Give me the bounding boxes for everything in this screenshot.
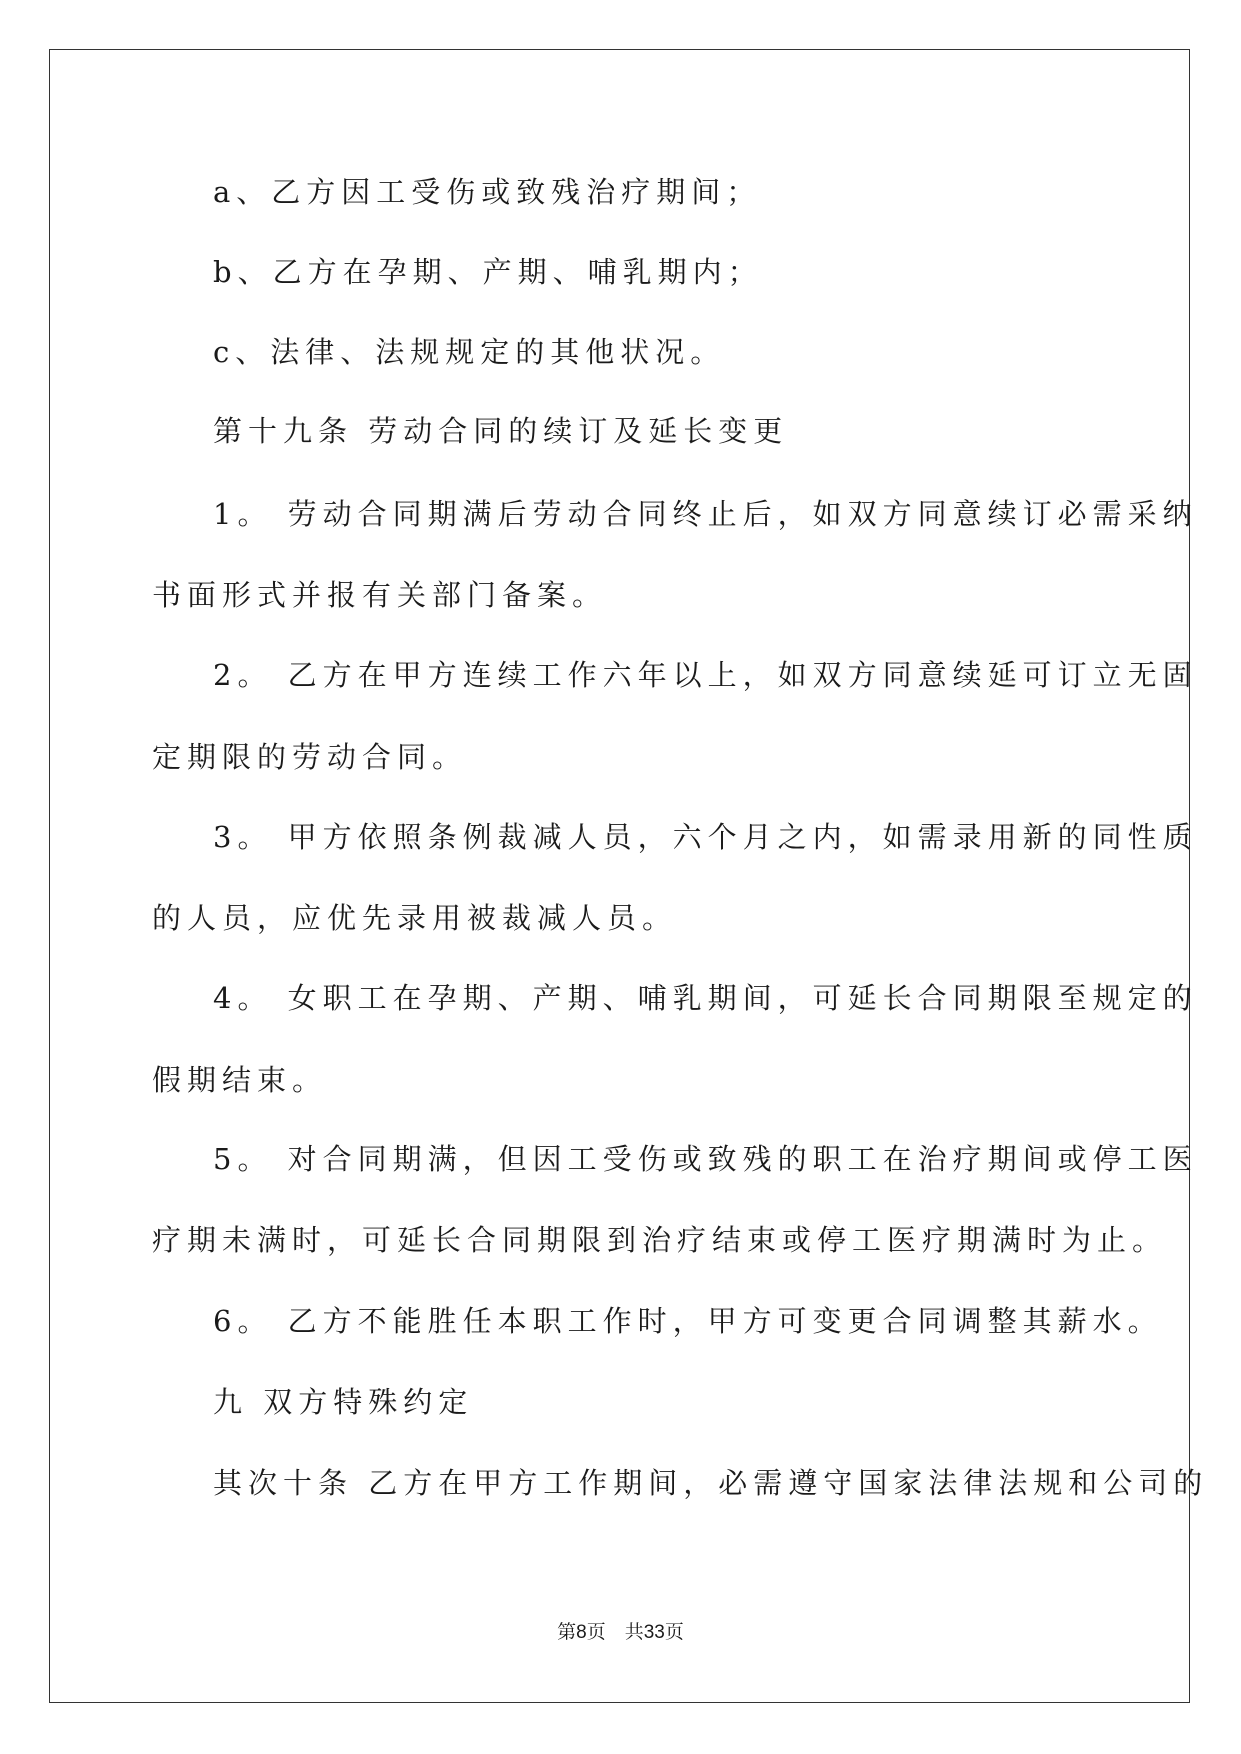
paragraph-line: 其次十条 乙方在甲方工作期间，必需遵守国家法律法规和公司的 — [213, 1466, 1209, 1500]
paragraph-line: 2。 乙方在甲方连续工作六年以上，如双方同意续延可订立无固 — [213, 658, 1198, 692]
page-footer — [0, 1619, 1241, 1646]
paragraph-line: a、乙方因工受伤或致残治疗期间； — [213, 175, 762, 209]
paragraph-line: b、乙方在孕期、产期、哺乳期内； — [213, 255, 763, 289]
paragraph-line: 假期结束。 — [152, 1063, 328, 1097]
current-page-number: 8 — [576, 1622, 587, 1643]
paragraph-line: 1。 劳动合同期满后劳动合同终止后，如双方同意续订必需采纳 — [213, 497, 1198, 531]
paragraph-line: 4。 女职工在孕期、产期、哺乳期间，可延长合同期限至规定的 — [213, 981, 1198, 1015]
page-border — [49, 49, 1190, 1703]
paragraph-line: 定期限的劳动合同。 — [152, 740, 468, 774]
section-heading: 第十九条 劳动合同的续订及延长变更 — [213, 414, 789, 448]
paragraph-line: 3。 甲方依照条例裁减人员，六个月之内，如需录用新的同性质 — [213, 820, 1198, 854]
section-heading: 九 双方特殊约定 — [213, 1385, 474, 1419]
paragraph-line: c、法律、法规规定的其他状况。 — [213, 335, 726, 369]
footer-suffix: 页 — [664, 1621, 684, 1643]
paragraph-line: 书面形式并报有关部门备案。 — [152, 578, 608, 612]
paragraph-line: 的人员，应优先录用被裁减人员。 — [152, 901, 678, 935]
total-page-count: 33 — [643, 1622, 665, 1643]
paragraph-line: 5。 对合同期满，但因工受伤或致残的职工在治疗期间或停工医 — [213, 1142, 1198, 1176]
paragraph-line: 疗期未满时，可延长合同期限到治疗结束或停工医疗期满时为止。 — [152, 1223, 1168, 1257]
footer-prefix: 第 — [557, 1621, 577, 1643]
paragraph-line: 6。 乙方不能胜任本职工作时，甲方可变更合同调整其薪水。 — [213, 1304, 1163, 1338]
footer-middle: 页 共 — [586, 1621, 644, 1643]
